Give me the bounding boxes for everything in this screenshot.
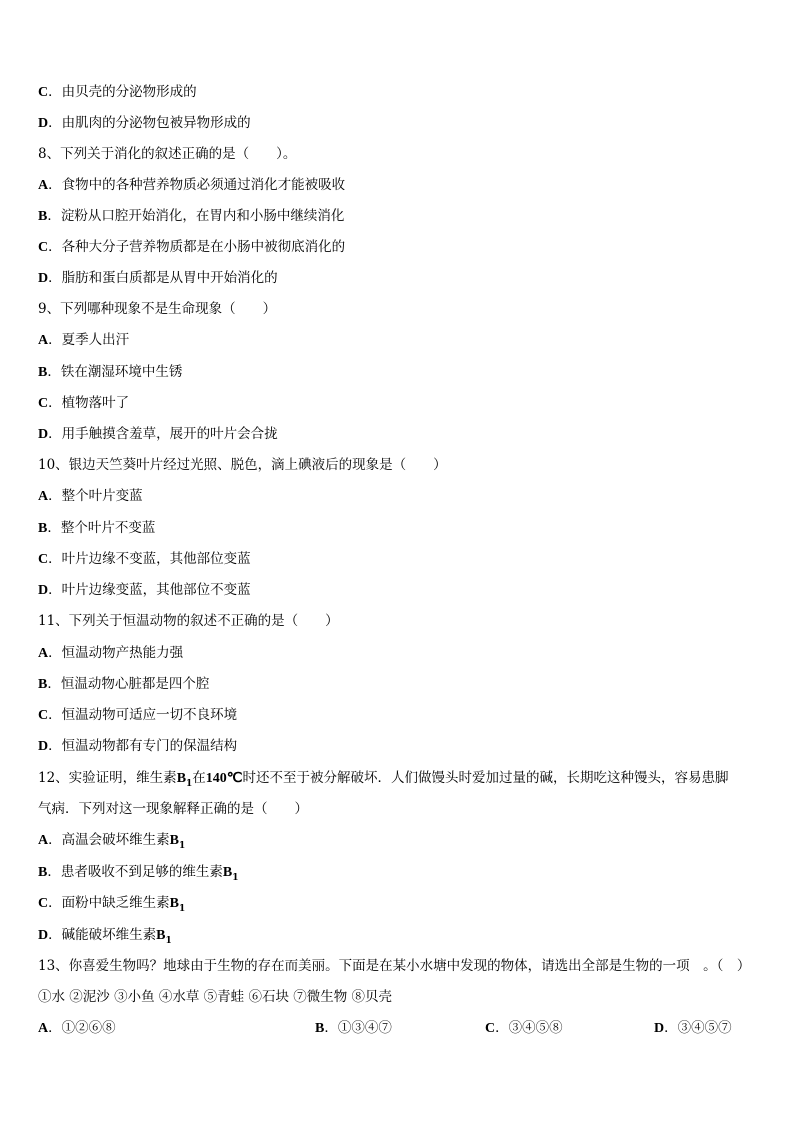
- question-stem: 11、下列关于恒温动物的叙述不正确的是（ ）: [38, 613, 339, 629]
- vitamin-subscript: 1: [178, 904, 186, 914]
- vitamin-subscript: 1: [186, 779, 193, 789]
- option-line: D．用手触摸含羞草，展开的叶片会合拢: [38, 426, 278, 442]
- option-text: ．③④⑤⑧: [495, 1020, 563, 1036]
- option-line: C．植物落叶了: [38, 395, 130, 411]
- option-line: B．铁在潮湿环境中生锈: [38, 364, 183, 380]
- stem-text: 12、实验证明，维生素: [38, 770, 177, 786]
- temperature-value: 140℃: [205, 771, 243, 786]
- option-line: C．恒温动物可适应一切不良环境: [38, 707, 238, 723]
- option-letter: B: [38, 865, 48, 880]
- option-letter: A: [38, 833, 49, 848]
- option-letter: A: [38, 646, 49, 661]
- option-line: A．食物中的各种营养物质必须通过消化才能被吸收: [38, 177, 346, 193]
- option-text: ．①③④⑦: [324, 1020, 392, 1036]
- option-line: C．各种大分子营养物质都是在小肠中被彻底消化的: [38, 239, 346, 255]
- option-text: ．高温会破坏维生素: [48, 832, 170, 848]
- option-letter: D: [38, 583, 49, 598]
- option-text: ．患者吸收不到足够的维生素: [47, 864, 223, 880]
- option-letter: B: [38, 365, 48, 380]
- question-13-options: [38, 1018, 758, 1038]
- option-letter: B: [38, 521, 48, 536]
- option-letter: D: [654, 1021, 665, 1036]
- vitamin-symbol: B: [169, 896, 179, 911]
- option-line: A．恒温动物产热能力强: [38, 645, 184, 661]
- option-text: ．碱能破坏维生素: [48, 927, 157, 943]
- option-letter: D: [38, 739, 49, 754]
- question-stem: 10、银边天竺葵叶片经过光照、脱色，滴上碘液后的现象是（ ）: [38, 457, 447, 473]
- vitamin-subscript: 1: [165, 936, 172, 946]
- option-line: [38, 893, 185, 919]
- option-letter: C: [38, 396, 49, 411]
- vitamin-symbol: B: [169, 833, 179, 848]
- option-line: B．淀粉从口腔开始消化，在胃内和小肠中继续消化: [38, 208, 345, 224]
- option-letter: C: [485, 1021, 496, 1036]
- vitamin-symbol: B: [156, 928, 166, 943]
- option-letter: D: [38, 271, 49, 286]
- option-b: [315, 1018, 392, 1039]
- option-line: [38, 830, 185, 856]
- option-letter: C: [38, 896, 49, 911]
- stem-text: 在: [192, 770, 206, 786]
- question-12-stem: [38, 768, 729, 794]
- option-line: D．脂肪和蛋白质都是从胃中开始消化的: [38, 270, 278, 286]
- option-line: A．夏季人出汗: [38, 332, 130, 348]
- stem-text: 时还不至于被分解破坏．人们做馒头时爱加过量的碱，长期吃这种馒头，容易患脚: [242, 770, 729, 786]
- option-letter: A: [38, 489, 49, 504]
- vitamin-symbol: B: [222, 865, 233, 880]
- question-13-items: ①水 ②泥沙 ③小鱼 ④水草 ⑤青蛙 ⑥石块 ⑦微生物 ⑧贝壳: [38, 989, 393, 1005]
- question-stem: 8、下列关于消化的叙述正确的是（ ）。: [38, 146, 297, 162]
- option-text: ．①②⑥⑧: [48, 1020, 116, 1036]
- option-text: ．③④⑤⑦: [664, 1020, 732, 1036]
- option-line: C．叶片边缘不变蓝，其他部位变蓝: [38, 551, 251, 567]
- option-letter: C: [38, 708, 49, 723]
- vitamin-subscript: 1: [232, 873, 239, 883]
- option-letter: D: [38, 928, 49, 943]
- option-line: D．由肌肉的分泌物包被异物形成的: [38, 115, 251, 131]
- option-line: [38, 862, 238, 888]
- vitamin-symbol: B: [176, 771, 187, 786]
- question-12-stem-line2: 气病．下列对这一现象解释正确的是（ ）: [38, 801, 308, 817]
- option-letter: C: [38, 552, 49, 567]
- question-13-stem: 13、你喜爱生物吗？地球由于生物的存在而美丽。下面是在某小水塘中发现的物体，请选出全部是生物的一项 。（ ）: [38, 958, 751, 974]
- option-letter: B: [38, 677, 48, 692]
- option-line: A．整个叶片变蓝: [38, 488, 143, 504]
- question-stem: 9、下列哪种现象不是生命现象（ ）: [38, 301, 277, 317]
- option-letter: D: [38, 427, 49, 442]
- option-line: C．由贝壳的分泌物形成的: [38, 84, 197, 100]
- option-line: D．恒温动物都有专门的保温结构: [38, 738, 238, 754]
- option-d: [654, 1018, 732, 1039]
- option-text: ．面粉中缺乏维生素: [48, 895, 170, 911]
- option-letter: B: [315, 1021, 325, 1036]
- option-letter: B: [38, 209, 48, 224]
- option-letter: A: [38, 1021, 49, 1036]
- option-letter: C: [38, 240, 49, 255]
- option-line: B．恒温动物心脏都是四个腔: [38, 676, 210, 692]
- option-line: B．整个叶片不变蓝: [38, 520, 156, 536]
- option-line: D．叶片边缘变蓝，其他部位不变蓝: [38, 582, 251, 598]
- option-letter: A: [38, 333, 49, 348]
- vitamin-subscript: 1: [178, 841, 186, 851]
- option-letter: A: [38, 178, 49, 193]
- option-line: [38, 925, 172, 951]
- option-a: [38, 1018, 116, 1039]
- option-letter: D: [38, 116, 49, 131]
- option-c: [485, 1018, 563, 1039]
- option-letter: C: [38, 85, 49, 100]
